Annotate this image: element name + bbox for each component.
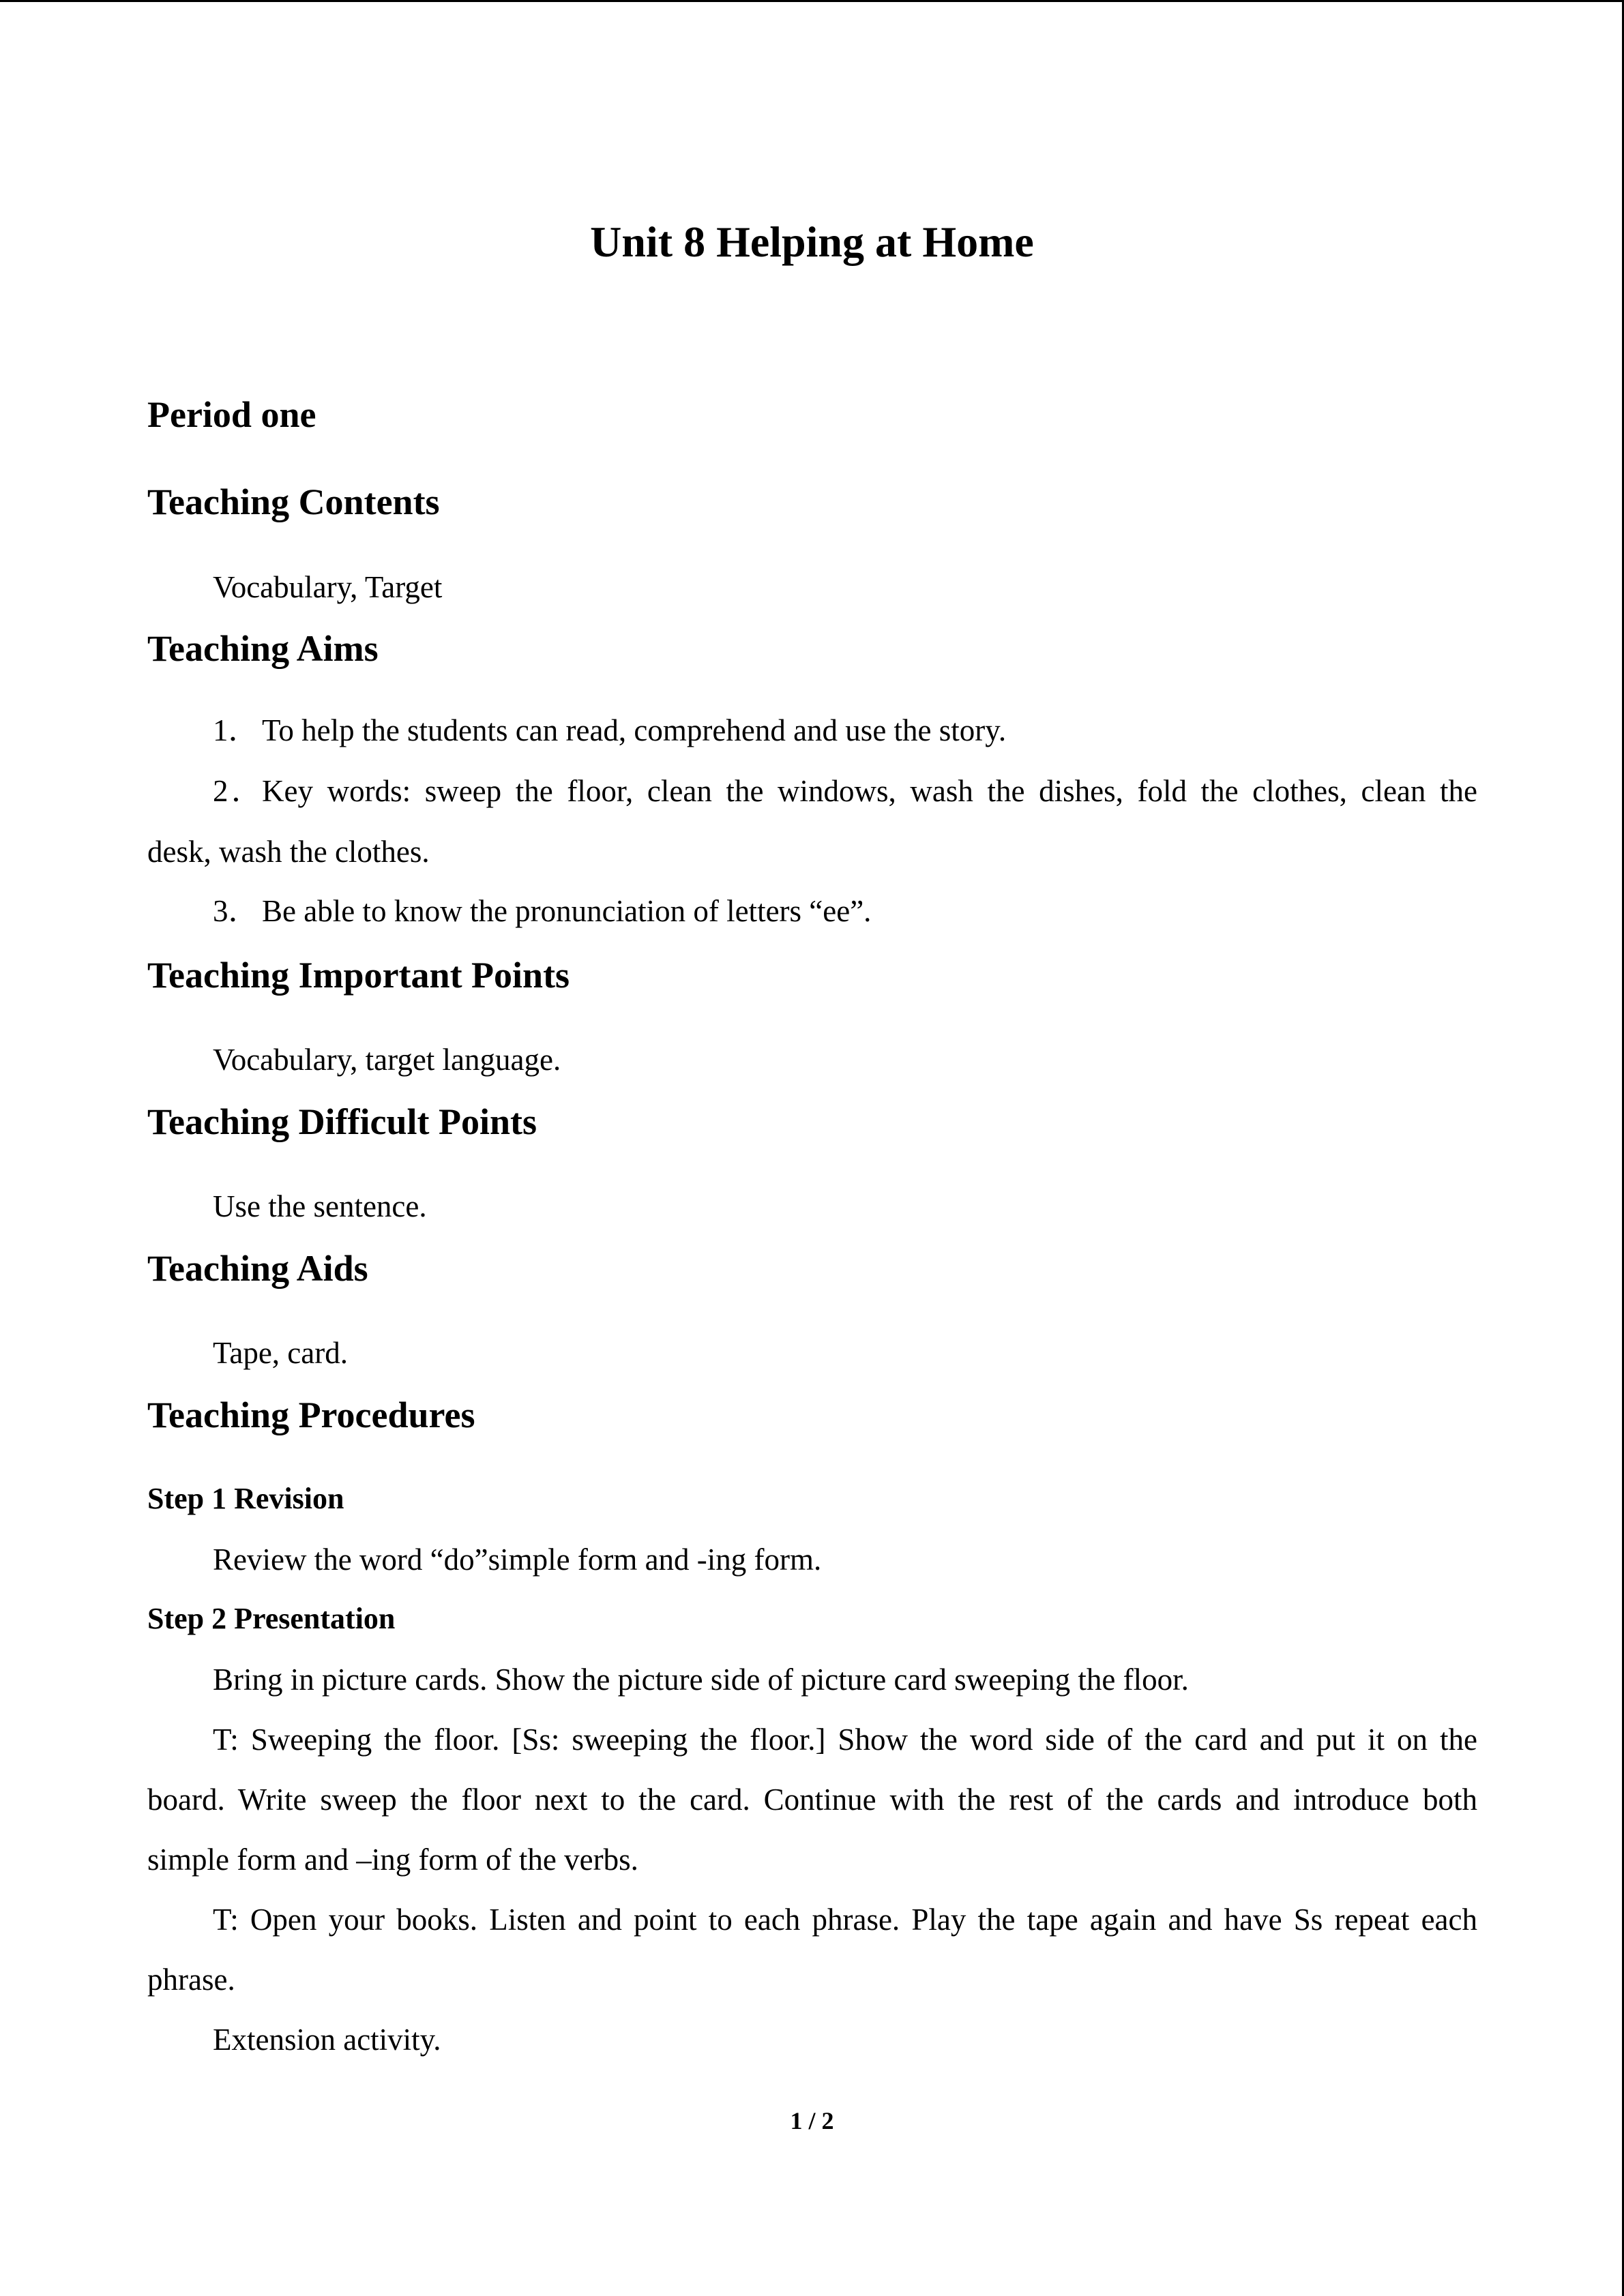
important-points-heading: Teaching Important Points xyxy=(147,955,570,996)
step-2-paragraph-4: Extension activity. xyxy=(213,2023,441,2057)
step-2-paragraph-1: Bring in picture cards. Show the picture side of picture card sweeping the floor. xyxy=(213,1663,1189,1697)
step-2-paragraph-3-line-1: T: Open your books. Listen and point to each phrase. Play the tape again and have Ss repeat each xyxy=(213,1903,1477,1937)
step-2-paragraph-3-line-2: phrase. xyxy=(147,1963,235,1997)
difficult-points-text: Use the sentence. xyxy=(213,1189,427,1223)
teaching-contents-heading: Teaching Contents xyxy=(147,481,440,522)
aim-item-text: To help the students can read, comprehend and use the story. xyxy=(262,713,1007,747)
aim-item-text: Be able to know the pronunciation of letters “ee”. xyxy=(262,894,872,928)
aim-item-number: 1． xyxy=(213,713,259,747)
teaching-procedures-heading: Teaching Procedures xyxy=(147,1395,475,1435)
step-2-paragraph-2-line-3: simple form and –ing form of the verbs. xyxy=(147,1843,638,1877)
aim-item-2 xyxy=(213,771,1477,811)
step-2-paragraph-2-line-1: T: Sweeping the floor. [Ss: sweeping the floor.] Show the word side of the card and put it on the xyxy=(213,1723,1477,1757)
aim-item-2-continuation: desk, wash the clothes. xyxy=(147,835,430,869)
aim-item-1 xyxy=(213,711,1006,750)
step-2-heading: Step 2 Presentation xyxy=(147,1602,396,1635)
aim-item-number: 2． xyxy=(213,774,262,808)
teaching-aims-heading: Teaching Aims xyxy=(147,628,379,669)
teaching-aids-heading: Teaching Aids xyxy=(147,1248,368,1289)
important-points-text: Vocabulary, target language. xyxy=(213,1043,561,1077)
step-1-text: Review the word “do”simple form and -ing form. xyxy=(213,1542,822,1577)
aim-item-3 xyxy=(213,891,871,931)
step-1-heading: Step 1 Revision xyxy=(147,1482,344,1515)
teaching-aids-text: Tape, card. xyxy=(213,1336,348,1370)
step-2-paragraph-2-line-2: board. Write sweep the floor next to the card. Continue with the rest of the cards and introduce both xyxy=(147,1783,1477,1817)
difficult-points-heading: Teaching Difficult Points xyxy=(147,1101,537,1142)
teaching-contents-text: Vocabulary, Target xyxy=(213,570,443,604)
aim-item-number: 3． xyxy=(213,894,259,928)
aim-item-text: Key words: sweep the floor, clean the windows, wash the dishes, fold the clothes, clean the xyxy=(262,774,1477,808)
page-number: 1 / 2 xyxy=(790,2107,834,2134)
period-heading: Period one xyxy=(147,394,316,435)
document-title: Unit 8 Helping at Home xyxy=(590,218,1034,266)
